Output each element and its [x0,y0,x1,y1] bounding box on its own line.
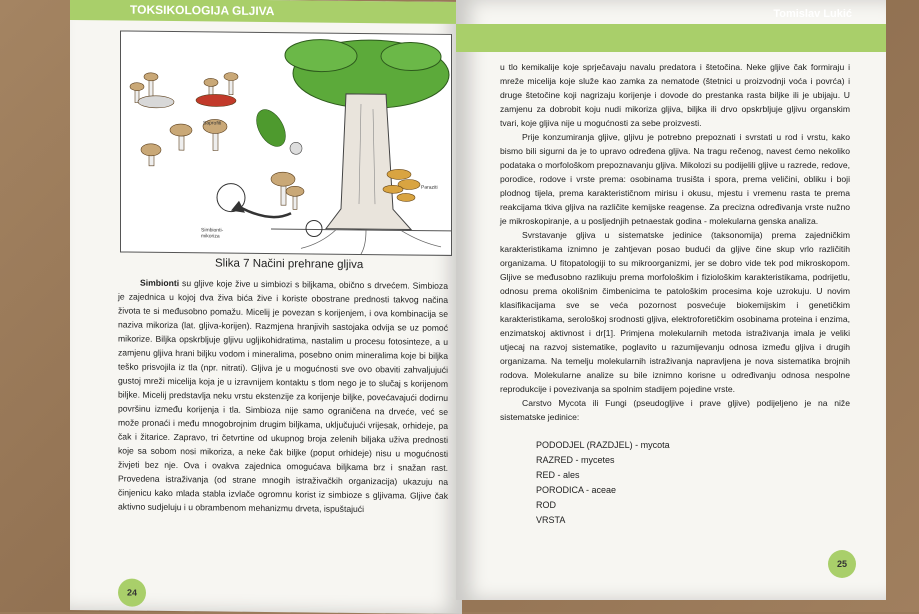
body-text [118,275,448,516]
taxonomy-item: RAZRED - mycetes [536,455,615,465]
taxonomy-item: PODODJEL (RAZDJEL) - mycota [536,440,670,450]
right-page [456,0,886,600]
term-simbionti: Simbionti [140,277,180,289]
left-page [70,0,462,614]
figure-caption: Slika 7 Načini prehrane gljiva [215,257,364,272]
taxonomy-item: RED - ales [536,470,580,480]
paragraph-text: su gljive koje žive u simbiozi s biljkama, obično s drvećem. Simbioza je zajednica u kojoj dva živa bića žive i koriste obostrane prednosti takvog načina života te si međusobno pomažu. Micelij je povezan s korijenjem, i ova kombinacija se naziva mikoriza (lat. gljiva-korijen). Razmjena hranjivih sastojaka odvija se uz pomoć mikorize. Bilјka opskrbljuje gljivu ugljikohidratima, nastalim u procesu fotosinteze, a u zamjenu gljiva hrani biljku vodom i mineralima, posebno onim mineralima koje bi biljka teško prisvojila iz tla (npr. nitrati). Gljiva je u mogućnosti sve ovo obaviti zahvaljujući gustoj mreži micelija koja je u izravnijem kontaktu s tlom nego je to slučaj s korijenom biljke. Micelij predstavlja neku vrstu ekstenzije za korijenje biljke, povećavajući dodirnu površinu između korijenja i tla. Simbioza nije samo ograničena na drveće, već se može pronaći i među mnogobrojnim drugim biljkama, uključujući vrijesak, orhideje, pa čak i žitarice. Zapravo, tri četvrtine od ukupnog broja zelenih biljaka uživa prednosti koje sa sobom nosi mikoriza, a neke čak biljke (poput orhideje) nisu u mogućnosti živjeti bez nje. Ova i ovakva zajednica omogućava biljkama brz i snažan rast. Provedena istraživanja (od strane mnogih istraživačkih organizacija) ukazuju na činjenicu kako mlada stabla izvlače ogromnu korist iz simbioze s gljivama. Gljive čak aktivno sudjeluju i u obrambenom mehanizmu drveta, ispuštajući [118,278,448,515]
taxonomy-list [536,438,670,528]
header-band [456,24,886,52]
paragraph: Prije konzumiranja gljive, gljivu je potrebno prepoznati i svrstati u rod i vrstu, kako bismo bili sigurni da je to upravo određena gljiva. Na tragu rečenog, navest ćemo nekoliko podataka o morfološkom prepoznavanju gljiva. Mikolozi su podijelili gljive u razrede, redove, porodice, rodove i vrste prema: osobinama trusišta i spora, prema veličini, obliku i boji plodnog tijela, prema karakterističnom mirisu i okusu, mjestu i vremenu rasta te prema reakcijama tkiva gljiva na različite kemijske reagense. Za precizna određivanja vrste nužno je mikroskopiranje, a u posljednjih petnaestak godina - molekularna genska analiza. [500,132,850,226]
paragraph: Svrstavanje gljiva u sistematske jedinice (taksonomija) prema zajedničkim karakteristikama iznimno je zahtjevan posao budući da gljive čine skup vrlo različitih organizama. U fitopatologiji to su mikroorganizmi, jer se dobro vide tek pod mikroskopom. Gljive se međusobno razlikuju prema morfološkim i fiziološkim karakteristikama, podrijetlu, odnosu prema okolišnim čimbenicima te patološkim procesima koje uzrokuju. U novim klasifikacijama sve se veća pozornost posvećuje biokemijskim i genetičkim karakteristikama, serološkoj srodnosti gljiva, elektroforetičkim osobinama proteina i enzima, enzimatskoj aktivnost i dr[1]. Primjena molekularnih metoda istraživanja imala je veliki utjecaj na razvoj sistematike, poglavito u razumijevanju odnosa između gljiva i drugih organizama. Na temelju molekularnih istraživanja napravljena je nova sistematika brojnih rodova. Molekularne analize su bile iznimno korisne u određivanju odnosa nespolne reprodukcije i povezivanja sa spolnim stadijem pojedine vrste. [500,230,850,394]
author-header: Tomislav Lukić [773,8,852,20]
label-paraziti: Paraziti [421,184,438,191]
taxonomy-item: ROD [536,500,556,510]
page-number: 24 [118,578,146,606]
running-header: TOKSIKOLOGIJA GLJIVA [130,2,275,19]
label-saprofiti: Saprofiti [203,120,222,127]
paragraph: u tlo kemikalije koje sprječavaju navalu predatora i štetočina. Neke gljive čak formiraju i mreže micelija koje služe kao zamka za nematode (štetnici u proizvodnji voća i povrća) i druge štetočine koji nagrizaju korijenje i dovode do prestanka rasta biljke ili je ubijaju. U zamjenu za dobrobit koju nudi mikoriza gljiva, biljka ili drvo opskrbljuje gljivu organskim tvari, koje gljiva nije u mogućnosti za sebe proizvesti. [500,62,850,128]
page-number: 25 [828,550,856,578]
illustration-figure [120,30,452,255]
mushroom-nutrition-illustration [121,31,451,254]
label-simbionti: Simbionti-mikoriza [201,227,224,240]
body-text [500,60,850,424]
taxonomy-item: PORODICA - aceae [536,485,617,495]
taxonomy-item: VRSTA [536,515,566,525]
paragraph: Carstvo Mycota ili Fungi (pseudogljive i prave gljive) podijeljeno je na niže sistematske jedinice: [500,398,850,422]
